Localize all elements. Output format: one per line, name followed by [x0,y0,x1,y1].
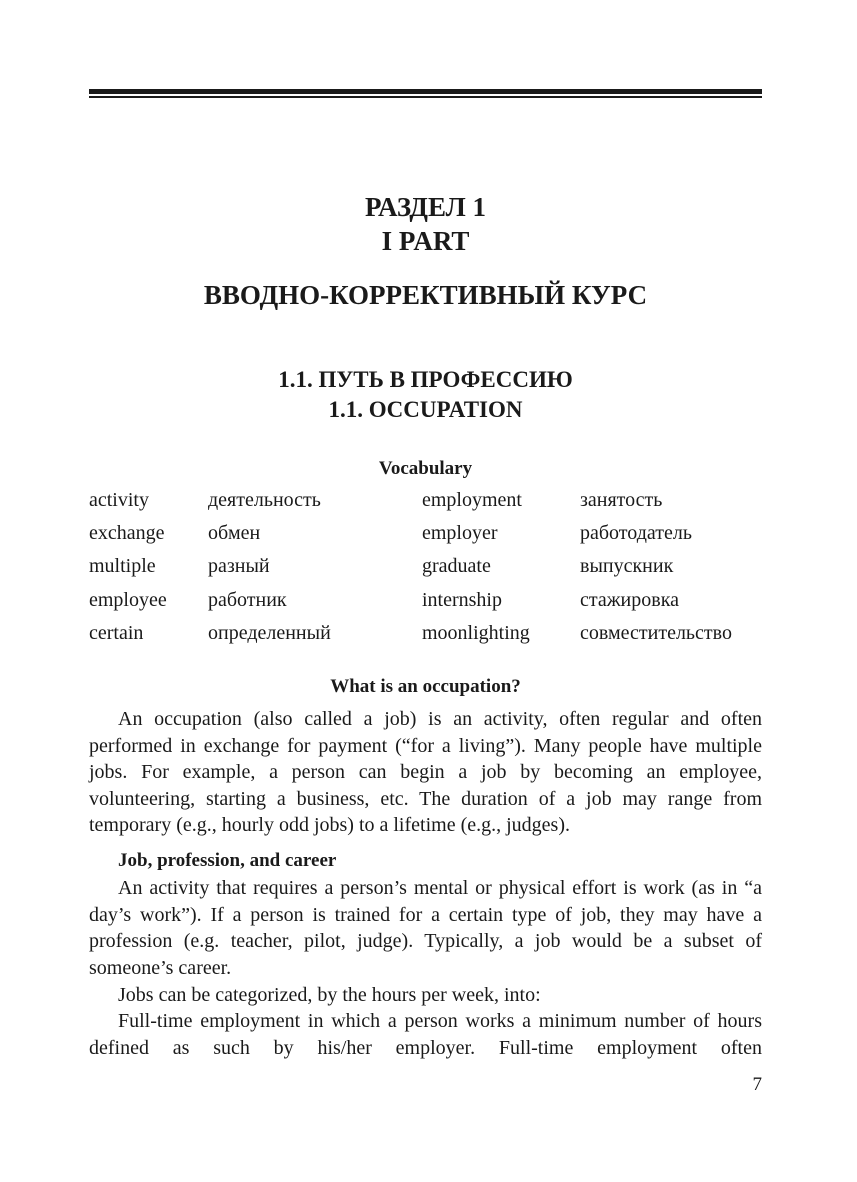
vocabulary-row [89,517,762,550]
vocabulary-row [89,484,762,517]
subheading: What is an occupation? [330,676,521,697]
vocab-term-ru: разный [208,555,270,578]
vocab-term-ru: обмен [208,522,261,545]
vocab-term-ru: работник [208,588,287,611]
vocab-term-ru: занятость [580,489,663,512]
vocab-term-ru: работодатель [580,522,692,545]
paragraph-categories: Jobs can be categorized, by the hours per week, into: [118,984,541,1006]
header-rule-thick [89,89,762,94]
section-heading [89,190,762,258]
heading-job-profession-career: Job, profession, and career [118,850,337,871]
topic-heading [89,365,762,425]
topic-title-en: 1.1. OCCUPATION [328,397,523,422]
topic-title-ru: 1.1. ПУТЬ В ПРОФЕССИЮ [278,367,573,392]
vocab-term-en: multiple [89,555,156,578]
vocab-term-ru: деятельность [208,489,321,512]
course-title: ВВОДНО-КОРРЕКТИВНЫЙ КУРС [203,280,648,310]
vocab-term-ru: совместительство [580,621,732,644]
vocab-term-en: employment [422,489,522,512]
vocabulary-row [89,617,762,650]
part-title: I PART [381,226,470,256]
paragraph-occupation: An occupation (also called a job) is an activity, often regular and often performed in exchange for payment (“for a living”). Many people have multiple jobs. For example, a person can begin a job by becoming an employee, volunteering, starting a business, etc. The duration of a job may range from temporary (e.g., hourly odd jobs) to a lifetime (e.g., judges). [89,708,762,836]
vocab-term-en: graduate [422,555,491,578]
vocab-term-en: moonlighting [422,621,530,644]
vocab-term-en: internship [422,588,502,611]
vocab-term-en: certain [89,621,144,644]
vocabulary-row [89,584,762,617]
vocab-term-ru: выпускник [580,555,674,578]
paragraph-full-time: Full-time employment in which a person works a minimum number of hours defined as such by his/her employer. Full-time employment often [89,1010,762,1059]
book-page [89,0,762,1182]
page-number: 7 [752,1074,762,1095]
vocabulary-table [89,484,762,650]
vocab-term-ru: стажировка [580,588,679,611]
vocabulary-title: Vocabulary [378,458,473,479]
vocab-term-en: activity [89,489,149,512]
section-title: РАЗДЕЛ 1 [364,192,487,222]
vocabulary-row [89,550,762,583]
vocab-term-en: exchange [89,522,165,545]
header-rule-thin [89,96,762,98]
vocab-term-ru: определенный [208,621,331,644]
vocab-term-en: employee [89,588,167,611]
paragraph-work: An activity that requires a person’s mental or physical effort is work (as in “a day’s work”). If a person is trained for a certain type of job, they may have a profession (e.g. teacher, pilot, judge). Typically, a job would be a subset of someone’s career. [89,877,762,979]
vocab-term-en: employer [422,522,498,545]
